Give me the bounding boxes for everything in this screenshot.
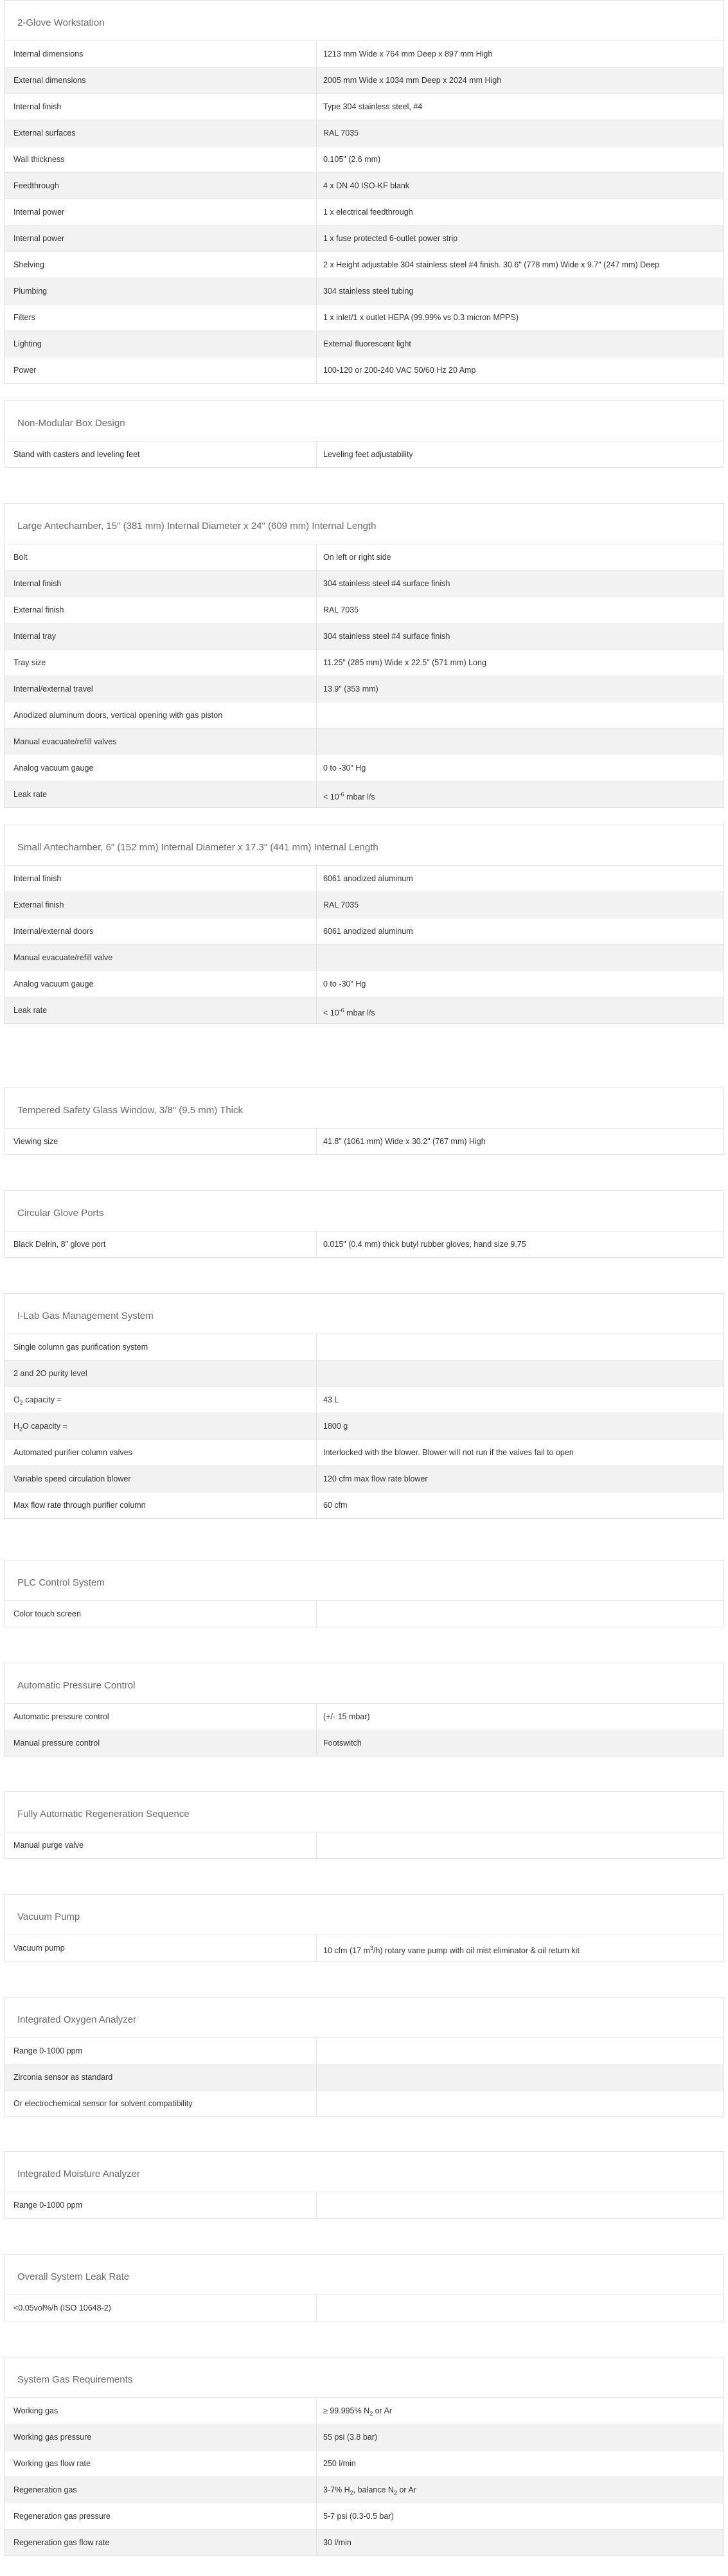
- spec-row: [4, 1935, 724, 1961]
- spec-value: 43 L: [323, 1395, 339, 1404]
- spec-section: [4, 503, 724, 808]
- spec-section: [4, 400, 724, 468]
- spec-value: [317, 2064, 724, 2090]
- spec-label: $H_2O$ capacity =: [4, 1413, 317, 1439]
- spec-label: External finish: [4, 892, 317, 918]
- spec-label: Regeneration gas pressure: [4, 2503, 317, 2529]
- spec-value: 1213 mm Wide x 764 mm Deep x 897 mm High: [323, 49, 493, 58]
- spec-value: External fluorescent light: [323, 339, 411, 348]
- spec-rows: [4, 1129, 724, 1154]
- spec-row: [4, 305, 724, 331]
- spec-row: [4, 571, 724, 597]
- spec-label: Internal/external travel: [4, 676, 317, 702]
- spec-row: [4, 2451, 724, 2477]
- spec-label: Plumbing: [4, 278, 317, 304]
- spec-section: [4, 2151, 724, 2219]
- section-title: Integrated Moisture Analyzer: [4, 2152, 724, 2192]
- spec-row: [4, 544, 724, 571]
- spec-row: [4, 945, 724, 971]
- spec-label: <0.05vol%/h (ISO 10648-2): [4, 2295, 317, 2321]
- spec-rows: [4, 2038, 724, 2116]
- spec-value: ≥ 99.995% $N_2$ or Ar: [323, 2406, 393, 2417]
- spec-section: [4, 1190, 724, 1258]
- spec-value: [317, 1832, 724, 1858]
- spec-rows: [4, 1601, 724, 1627]
- spec-row: [4, 782, 724, 807]
- spec-label: Tray size: [4, 650, 317, 675]
- section-title: System Gas Requirements: [4, 2357, 724, 2398]
- spec-label: Internal finish: [4, 94, 317, 120]
- spec-label: External dimensions: [4, 67, 317, 93]
- spec-value: 0.015" (0.4 mm) thick butyl rubber gloves, hand size 9.75: [323, 1240, 526, 1249]
- spec-label: Manual evacuate/refill valve: [4, 945, 317, 970]
- spec-value: Interlocked with the blower. Blower will not run if the valves fail to open: [323, 1448, 574, 1457]
- spec-rows: [4, 2192, 724, 2218]
- spec-rows: [4, 866, 724, 1023]
- spec-value: 6061 anodized aluminum: [323, 874, 413, 883]
- spec-section: [4, 1997, 724, 2117]
- spec-row: [4, 2192, 724, 2218]
- spec-value: 0 to -30" Hg: [323, 979, 366, 988]
- spec-row: [4, 41, 724, 67]
- spec-row: [4, 2477, 724, 2503]
- spec-row: [4, 1440, 724, 1466]
- spec-label: External surfaces: [4, 120, 317, 146]
- spec-row: [4, 1129, 724, 1154]
- spec-value: 2 x Height adjustable 304 stainless steel #4 finish. 30.6" (778 mm) Wide x 9.7" (247 mm) Deep: [323, 260, 660, 269]
- spec-label: Internal power: [4, 226, 317, 251]
- section-title: Small Antechamber, 6" (152 mm) Internal Diameter x 17.3" (441 mm) Internal Length: [4, 825, 724, 866]
- spec-label: Leak rate: [4, 782, 317, 807]
- spec-label: Wall thickness: [4, 147, 317, 172]
- spec-row: [4, 2503, 724, 2530]
- spec-rows: [4, 1334, 724, 1518]
- spec-section: [4, 1293, 724, 1519]
- spec-value: [317, 1334, 724, 1360]
- spec-row: [4, 442, 724, 467]
- spec-value: 30 l/min: [323, 2538, 351, 2547]
- spec-row: [4, 357, 724, 383]
- spec-row: [4, 2064, 724, 2091]
- spec-section: [4, 1663, 724, 1757]
- spec-value: (+/- 15 mbar): [323, 1712, 370, 1721]
- section-title: 2-Glove Workstation: [4, 1, 724, 41]
- spec-value: [317, 2038, 724, 2064]
- spec-value: 1 x fuse protected 6-outlet power strip: [323, 234, 458, 243]
- spec-label: Lighting: [4, 331, 317, 357]
- spec-label: Manual evacuate/refill valves: [4, 729, 317, 755]
- spec-section: [4, 1791, 724, 1859]
- spec-label: Manual purge valve: [4, 1832, 317, 1858]
- spec-label: Zirconia sensor as standard: [4, 2064, 317, 2090]
- spec-label: Internal/external doors: [4, 918, 317, 944]
- spec-rows: [4, 1935, 724, 1961]
- spec-label: Working gas: [4, 2398, 317, 2424]
- section-title: Automatic Pressure Control: [4, 1663, 724, 1704]
- spec-section: [4, 1087, 724, 1155]
- spec-row: [4, 650, 724, 676]
- spec-value: [317, 2192, 724, 2218]
- spec-value: 1 x electrical feedthrough: [323, 208, 413, 217]
- spec-value: [317, 2295, 724, 2321]
- spec-row: [4, 67, 724, 94]
- spec-row: [4, 971, 724, 997]
- spec-label: Manual pressure control: [4, 1730, 317, 1756]
- spec-rows: [4, 544, 724, 807]
- spec-value: Type 304 stainless steel, #4: [323, 102, 423, 111]
- spec-value: Leveling feet adjustability: [323, 450, 413, 459]
- spec-row: [4, 173, 724, 199]
- spec-row: [4, 892, 724, 918]
- spec-value: 304 stainless steel #4 surface finish: [323, 632, 450, 641]
- spec-value: 1800 g: [323, 1422, 348, 1431]
- section-title: Tempered Safety Glass Window, 3/8" (9.5 mm) Thick: [4, 1088, 724, 1129]
- spec-row: [4, 1387, 724, 1413]
- spec-rows: [4, 2398, 724, 2555]
- spec-value: 41.8" (1061 mm) Wide x 30.2" (767 mm) High: [323, 1137, 486, 1146]
- spec-section: [4, 2357, 724, 2556]
- spec-value: 250 l/min: [323, 2459, 356, 2468]
- section-title: PLC Control System: [4, 1561, 724, 1601]
- section-title: Vacuum Pump: [4, 1895, 724, 1935]
- spec-label: Bolt: [4, 544, 317, 570]
- spec-row: [4, 1704, 724, 1730]
- spec-row: [4, 1601, 724, 1627]
- spec-label: External finish: [4, 597, 317, 623]
- spec-row: [4, 997, 724, 1023]
- spec-value: 60 cfm: [323, 1501, 348, 1510]
- spec-row: [4, 2295, 724, 2321]
- spec-row: [4, 702, 724, 729]
- spec-row: [4, 729, 724, 755]
- spec-row: [4, 1231, 724, 1257]
- spec-row: [4, 2398, 724, 2424]
- section-title: Large Antechamber, 15" (381 mm) Internal Diameter x 24" (609 mm) Internal Length: [4, 504, 724, 544]
- spec-value: 10 cfm (17 $m^3/h$) rotary vane pump with oil mist eliminator & oil return kit: [323, 1945, 580, 1956]
- spec-value: 0 to -30" Hg: [323, 764, 366, 773]
- spec-value: 4 x DN 40 ISO-KF blank: [323, 181, 410, 190]
- spec-label: Vacuum pump: [4, 1935, 317, 1961]
- spec-rows: [4, 442, 724, 467]
- spec-label: Automatic pressure control: [4, 1704, 317, 1730]
- spec-section: [4, 2254, 724, 2321]
- spec-label: $O_2$ capacity =: [4, 1387, 317, 1413]
- section-title: Overall System Leak Rate: [4, 2255, 724, 2295]
- spec-row: [4, 1832, 724, 1858]
- spec-row: [4, 676, 724, 702]
- section-title: Fully Automatic Regeneration Sequence: [4, 1792, 724, 1832]
- spec-row: [4, 918, 724, 945]
- spec-label: Internal tray: [4, 623, 317, 649]
- spec-label: Feedthrough: [4, 173, 317, 199]
- section-title: Integrated Oxygen Analyzer: [4, 1998, 724, 2038]
- spec-value: 11.25" (285 mm) Wide x 22.5" (571 mm) Long: [323, 658, 486, 667]
- spec-value: 3-7% $H_2$, balance $N_2$ or Ar: [323, 2485, 416, 2496]
- spec-value: 0.105" (2.6 mm): [323, 155, 381, 164]
- spec-rows: [4, 2295, 724, 2321]
- spec-value: 2005 mm Wide x 1034 mm Deep x 2024 mm High: [323, 76, 502, 85]
- spec-label: Leak rate: [4, 997, 317, 1023]
- spec-row: [4, 120, 724, 147]
- spec-label: Max flow rate through purifier column: [4, 1492, 317, 1518]
- spec-row: [4, 623, 724, 650]
- spec-section: [4, 825, 724, 1024]
- spec-row: [4, 1334, 724, 1361]
- spec-value: RAL 7035: [323, 900, 359, 909]
- spec-row: [4, 252, 724, 278]
- spec-rows: [4, 1832, 724, 1858]
- spec-value: [317, 702, 724, 728]
- spec-label: Working gas pressure: [4, 2424, 317, 2450]
- spec-value: < $10^{-6}$ mbar l/s: [323, 791, 375, 802]
- spec-label: Analog vacuum gauge: [4, 755, 317, 781]
- spec-value: 55 psi (3.8 bar): [323, 2433, 378, 2442]
- spec-value: Footswitch: [323, 1739, 362, 1748]
- spec-label: Regeneration gas flow rate: [4, 2530, 317, 2555]
- spec-row: [4, 2530, 724, 2555]
- spec-section: [4, 1560, 724, 1627]
- spec-label: Internal power: [4, 199, 317, 225]
- spec-label: 2 and 2O purity level: [4, 1361, 317, 1386]
- spec-row: [4, 2038, 724, 2064]
- spec-value: 304 stainless steel #4 surface finish: [323, 579, 450, 588]
- spec-value: RAL 7035: [323, 605, 359, 614]
- spec-value: On left or right side: [323, 553, 391, 562]
- spec-row: [4, 755, 724, 782]
- spec-value: RAL 7035: [323, 129, 359, 138]
- spec-label: Black Delrin, 8" glove port: [4, 1231, 317, 1257]
- spec-value: [317, 1601, 724, 1627]
- spec-label: Internal dimensions: [4, 41, 317, 67]
- spec-value: [317, 729, 724, 755]
- spec-row: [4, 278, 724, 305]
- spec-row: [4, 597, 724, 623]
- spec-label: Anodized aluminum doors, vertical opening with gas piston: [4, 702, 317, 728]
- spec-value: 1 x inlet/1 x outlet HEPA (99.99% vs 0.3 micron MPPS): [323, 313, 519, 322]
- spec-label: Stand with casters and leveling feet: [4, 442, 317, 467]
- spec-label: Internal finish: [4, 866, 317, 891]
- spec-row: [4, 199, 724, 226]
- spec-label: Internal finish: [4, 571, 317, 596]
- spec-rows: [4, 1704, 724, 1756]
- spec-label: Automated purifier column valves: [4, 1440, 317, 1465]
- spec-row: [4, 2424, 724, 2451]
- spec-value: [317, 2091, 724, 2116]
- spec-label: Filters: [4, 305, 317, 330]
- spec-row: [4, 1492, 724, 1518]
- spec-value: [317, 1361, 724, 1386]
- section-title: Circular Glove Ports: [4, 1191, 724, 1231]
- spec-row: [4, 2091, 724, 2116]
- spec-value: 13.9" (353 mm): [323, 684, 378, 693]
- spec-rows: [4, 41, 724, 383]
- spec-label: Color touch screen: [4, 1601, 317, 1627]
- spec-section: [4, 0, 724, 384]
- spec-value: [317, 945, 724, 970]
- spec-label: Variable speed circulation blower: [4, 1466, 317, 1492]
- spec-row: [4, 226, 724, 252]
- spec-row: [4, 1361, 724, 1387]
- spec-row: [4, 147, 724, 173]
- spec-value: 120 cfm max flow rate blower: [323, 1474, 428, 1483]
- spec-row: [4, 866, 724, 892]
- spec-value: 5-7 psi (0.3-0.5 bar): [323, 2512, 394, 2521]
- spec-row: [4, 1413, 724, 1440]
- spec-value: 6061 anodized aluminum: [323, 927, 413, 936]
- spec-row: [4, 1730, 724, 1756]
- spec-value: < $10^{-6}$ mbar l/s: [323, 1007, 375, 1018]
- spec-label: Regeneration gas: [4, 2477, 317, 2503]
- spec-label: Working gas flow rate: [4, 2451, 317, 2476]
- spec-label: Range 0-1000 ppm: [4, 2192, 317, 2218]
- spec-label: Shelving: [4, 252, 317, 278]
- spec-label: Single column gas purification system: [4, 1334, 317, 1360]
- spec-label: Analog vacuum gauge: [4, 971, 317, 997]
- spec-value: 100-120 or 200-240 VAC 50/60 Hz 20 Amp: [323, 366, 476, 375]
- spec-label: Or electrochemical sensor for solvent compatibility: [4, 2091, 317, 2116]
- spec-rows: [4, 1231, 724, 1257]
- spec-row: [4, 1466, 724, 1492]
- spec-label: Range 0-1000 ppm: [4, 2038, 317, 2064]
- section-title: Non-Modular Box Design: [4, 401, 724, 442]
- spec-row: [4, 94, 724, 120]
- spec-label: Viewing size: [4, 1129, 317, 1154]
- spec-value: 304 stainless steel tubing: [323, 287, 414, 296]
- spec-section: [4, 1894, 724, 1962]
- spec-label: Power: [4, 357, 317, 383]
- spec-row: [4, 331, 724, 357]
- section-title: I-Lab Gas Management System: [4, 1294, 724, 1334]
